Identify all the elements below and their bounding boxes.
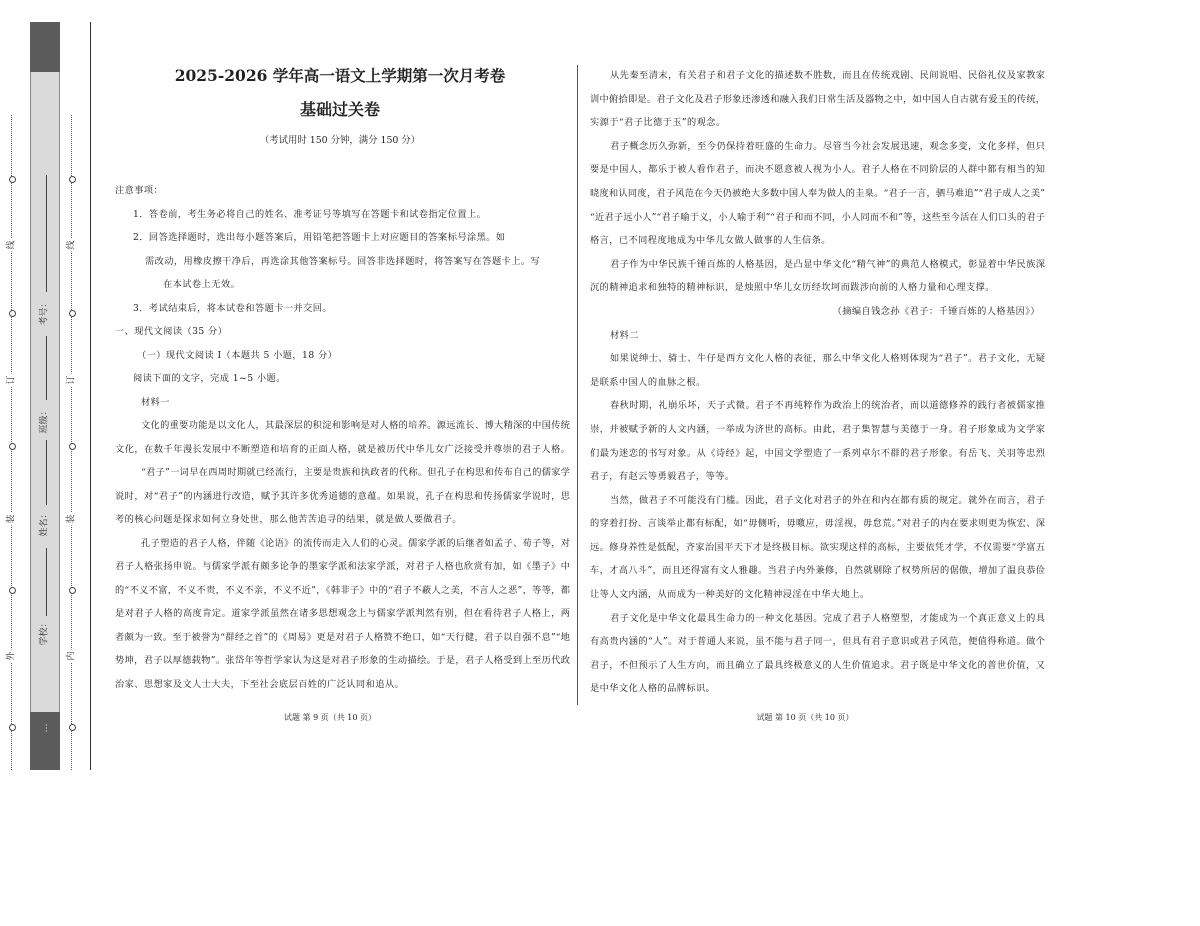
- page-footer: 试题 第 10 页（共 10 页）: [756, 713, 854, 722]
- paragraph-line: 者颇为一致。至于被誉为“群经之首”的《周易》更是对君子人格赞不绝口，如“天行健，君子以自强不息”“地: [115, 631, 570, 643]
- info-strip: [30, 22, 60, 770]
- paragraph-line: 晓度和认同度，君子风范在今天仍被绝大多数中国人奉为做人的圭臬。“君子一言，驷马难追”“君子成人之美”: [590, 187, 1045, 199]
- paragraph-line: 们最为迷恋的书写对象。从《诗经》起，中国文学塑造了一系列卓尔不群的君子形象。有岳飞、关羽等忠烈: [590, 447, 1045, 459]
- paragraph-line: 要是中国人，都乐于被人看作君子，而决不愿意被人视为小人。君子人格在不同阶层的人群中都有相当的知: [590, 164, 1045, 176]
- paragraph-line: 春秋时期，礼崩乐坏，天子式微。君子不再纯粹作为政治上的统治者，而以道德修养的践行者被儒家推: [610, 400, 1045, 412]
- paragraph-line: 从先秦至清末，有关君子和君子文化的描述数不胜数，而且在传统戏剧、民间说唱、民俗礼仪及家教家: [610, 70, 1045, 81]
- note-line: 1．答卷前，考生务必将自己的姓名、准考证号等填写在答题卡和试卷指定位置上。: [133, 208, 487, 220]
- paragraph-line: 文化，在数千年漫长发展中不断塑造和培育的正面人格，就是被历代中华儿女广泛接受并尊崇的君子人格。: [115, 443, 570, 455]
- page-footer: 试题 第 9 页（共 10 页）: [284, 713, 376, 722]
- reading-instruction: 阅读下面的文字，完成 1~5 小题。: [133, 373, 286, 384]
- outer-mark-wai: 外: [6, 651, 17, 661]
- cut-line-circle: [9, 443, 16, 450]
- note-line: 在本试卷上无效。: [163, 279, 241, 290]
- paragraph-line: 让等人文内涵，从而成为一种美好的文化精神浸淫在中华大地上。: [590, 589, 870, 601]
- paragraph-line: 是中华文化人格的品牌标识。: [590, 683, 716, 695]
- note-line: 需改动，用橡皮擦干净后，再选涂其他答案标号。回答非选择题时，将答案写在答题卡上。写: [145, 255, 541, 267]
- cut-line-circle: [69, 443, 76, 450]
- paragraph-line: 君子作为中华民族千锤百炼的人格基因，是凸显中华文化“精气神”的典范人格模式，彰显着中华民族深: [610, 258, 1045, 270]
- strip-bottom-block: [30, 712, 60, 770]
- paragraph-line: 孔子塑造的君子人格，伴随《论语》的流传而走入人们的心灵。儒家学派的后继者如孟子、荀子等，对: [141, 537, 570, 549]
- material-label: 材料二: [610, 329, 639, 341]
- exam-subtitle: 基础过关卷: [299, 100, 380, 119]
- paragraph-line: 的“不义不富，不义不贵，不义不亲，不义不近”，《韩非子》中的“君子不蔽人之美，不言人之恶”，等等，都: [115, 584, 570, 596]
- outer-mark-zhuang: 装: [6, 514, 17, 524]
- paragraph-line: 势坤，君子以厚德载物”。张岱年等哲学家认为这是对君子形象的生动描绘。于是，君子人格受到上至历代政: [115, 655, 570, 666]
- strip-top-block: [30, 22, 60, 72]
- paragraph-line: 当然，做君子不可能没有门槛。因此，君子文化对君子的外在和内在都有质的规定。就外在而言，君子: [610, 494, 1045, 506]
- note-line: 3．考试结束后，将本试卷和答题卡一并交回。: [133, 302, 333, 314]
- paragraph-line: 有高贵内涵的“人”。对于普通人来说，虽不能与君子同一，但具有君子意识或君子风范，便值得称道。做个: [590, 636, 1045, 648]
- left-text-column: [115, 179, 570, 696]
- strip-ellipsis: …: [40, 723, 50, 733]
- subsection-heading: （一）现代文阅读 I（本题共 5 小题，18 分）: [137, 349, 338, 361]
- school-blank-line: [46, 548, 47, 616]
- cut-line-circle: [69, 176, 76, 183]
- section-heading: 一、现代文阅读（35 分）: [115, 326, 228, 337]
- paragraph-line: 的穿着打扮、言谈举止都有标配，如“毋侧听，毋噭应，毋淫视，毋怠荒。”对君子的内在要求则更为恢宏、深: [590, 518, 1045, 530]
- paragraph-line: 车，才高八斗”，而且还得富有文人雅趣。当君子内外兼修，自然就剔除了权势所居的倨傲，增加了温良恭俭: [590, 565, 1045, 577]
- inner-mark-zhuang: 装: [66, 514, 77, 524]
- cut-line-circle: [69, 724, 76, 731]
- paragraph-line: 文化的重要功能是以文化人，其最深层的积淀和影响是对人格的培养。源远流长、博大精深的中国传统: [141, 420, 570, 431]
- paragraph-line: 是联系中国人的血脉之根。: [590, 376, 706, 388]
- paragraph-line: 君子概念历久弥新，至今仍保持着旺盛的生命力。尽管当今社会发展迅速，观念多变，文化多样，但只: [610, 140, 1045, 152]
- right-text-column: [590, 64, 1045, 701]
- paragraph-line: 君子文化是中华文化最具生命力的一种文化基因。完成了君子人格塑型，才能成为一个真正意义上的具: [610, 612, 1045, 624]
- paragraph-line: “近君子远小人”“君子喻于义，小人喻于利”“君子和而不同，小人同而不和”等，这些至今活在人们口头的君子: [590, 211, 1045, 223]
- paragraph-line: 远。修身养性是低配，齐家治国平天下才是终极目标。欲实现这样的高标，主要依凭才学，不仅需要“学富五: [590, 541, 1045, 553]
- paragraph-line: 说时，对“君子”的内涵进行改造，赋予其许多优秀道德的意蕴。如果说，孔子在构思和传扬儒家学说时，思: [115, 490, 570, 502]
- cut-line-circle: [69, 310, 76, 317]
- class-label: 班级：: [39, 406, 50, 434]
- exam-info: （考试用时 150 分钟，满分 150 分）: [259, 135, 421, 146]
- page-divider: [577, 65, 578, 705]
- name-blank-line: [46, 440, 47, 505]
- inner-mark-ding: 订: [66, 375, 77, 385]
- outer-mark-ding: 订: [6, 375, 17, 385]
- paragraph-line: 崇，并被赋予新的人文内涵，一举成为济世的高标。由此，君子集智慧与美德于一身。君子形象成为文学家: [590, 423, 1045, 435]
- source-citation: （摘编自钱念孙《君子：千锤百炼的人格基因》）: [832, 305, 1040, 317]
- name-label: 姓名：: [39, 509, 50, 537]
- paragraph-line: 君子，不但预示了人生方向，而且确立了最具终极意义的人生价值追求。君子既是中华文化的普世价值，又: [590, 659, 1045, 671]
- cut-line-circle: [69, 587, 76, 594]
- paragraph-line: 训中俯拾即是。君子文化及君子形象还渗透和融入我们日常生活及器物之中，如中国人自古就有爱玉的传统，: [590, 93, 1045, 105]
- exam-number-blank-line: [46, 175, 47, 292]
- exam-number-label: 考号：: [39, 298, 50, 326]
- inner-mark-nei: 内: [66, 651, 77, 661]
- paragraph-line: 考的核心问题是探求如何立身处世，那么他苦苦追寻的结果，就是做人要做君子。: [115, 514, 462, 525]
- cut-line-circle: [9, 587, 16, 594]
- paragraph-line: 沉的精神追求和独特的精神标识，是烛照中华儿女历经坎坷而跋涉向前的人格力量和心理支撑。: [590, 282, 995, 294]
- inner-mark-xian: 线: [66, 240, 77, 250]
- paragraph-line: 是对君子人格的高度肯定。道家学派虽然在诸多思想观念上与儒家学派判然有别，但在看待君子人格上，两: [115, 608, 570, 619]
- outer-mark-xian: 线: [6, 240, 17, 250]
- paragraph-line: 君子人格张扬申说。与儒家学派有颇多论争的墨家学派和法家学派，对君子人格也欣赏有加，如《墨子》中: [115, 561, 570, 572]
- paragraph-line: “君子”一词早在西周时期就已经流行，主要是贵族和执政者的代称。但孔子在构思和传布自己的儒家学: [141, 467, 570, 478]
- paragraph-line: 格言，已不同程度地成为中华儿女做人做事的人生信条。: [590, 235, 831, 247]
- school-label: 学校：: [39, 618, 50, 646]
- paragraph-line: 实源于“君子比德于玉”的观念。: [590, 117, 726, 129]
- paragraph-line: 君子，有赵云等勇毅君子，等等。: [590, 471, 735, 483]
- notes-heading: 注意事项：: [115, 185, 164, 196]
- cut-line-circle: [9, 176, 16, 183]
- cut-line-circle: [9, 310, 16, 317]
- note-line: 2．回答选择题时，选出每小题答案后，用铅笔把答题卡上对应题目的答案标号涂黑。如: [133, 232, 506, 243]
- cut-line-circle: [9, 724, 16, 731]
- paragraph-line: 治家、思想家及文人士大夫，下至社会底层百姓的广泛认同和追从。: [115, 678, 405, 690]
- material-label: 材料一: [141, 396, 170, 408]
- class-blank-line: [46, 336, 47, 400]
- paragraph-line: 如果说绅士、骑士、牛仔是西方文化人格的表征，那么中华文化人格则体现为“君子”。君子文化，无疑: [610, 353, 1045, 365]
- exam-title: 2025-2026 学年高一语文上学期第一次月考卷: [174, 66, 506, 85]
- binding-edge-line: [90, 22, 91, 770]
